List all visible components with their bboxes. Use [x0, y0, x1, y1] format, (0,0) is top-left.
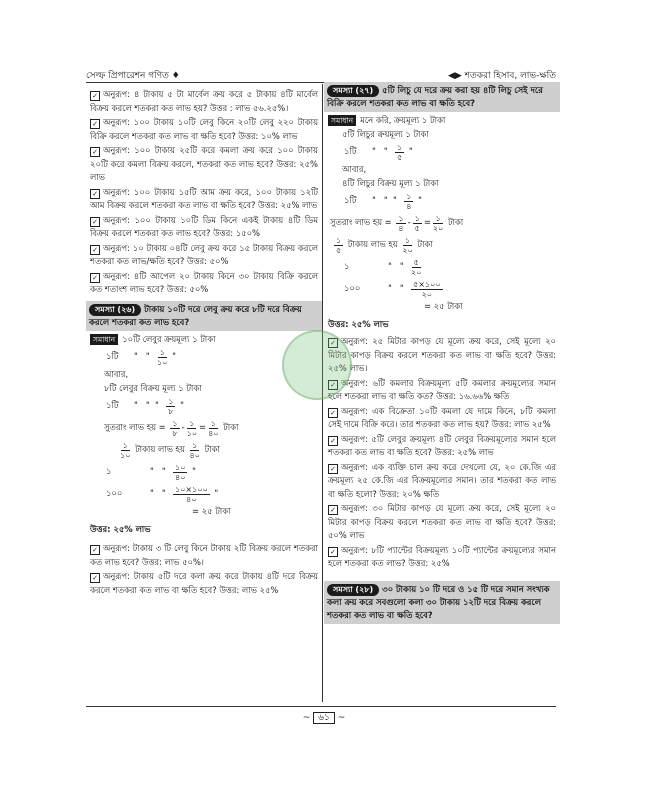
right-column: [328, 78, 556, 626]
exercise-item: ✓ অনুরূপ: টাকায় ৫টি দরে কলা ক্রয় করে টাকায় ৪টি দরে বিক্রয় করলে শতকরা কত লাভ বা ক্ষতি হবে? উত্তর: লাভ ২৫%: [90, 571, 318, 595]
fraction: $\frac{১}{১০}$: [120, 440, 131, 460]
fraction: $\frac{১}{৮}$: [168, 396, 174, 416]
math-text: ৪টি লিচুর বিক্রয় মূল্য ১ টাকা: [342, 177, 439, 188]
page-number: ~ ৬১ ~: [302, 713, 346, 723]
solution-line: সমাধান মনে করি, ক্রয়মূল্য ১ টাকা: [328, 114, 556, 128]
math-text: ৫টি লিচুর ক্রয়মূল্য ১ টাকা: [342, 128, 429, 139]
checkbox-icon: ✓: [90, 147, 100, 157]
fraction: $\frac{৫}{২০}$: [411, 257, 422, 277]
math-text: ৮টি লেবুর বিক্রয় মূল্য ১ টাকা: [104, 382, 202, 393]
exercise-item: ✓ অনুরূপ: ৪টি আপেল ২০ টাকায় কিনে ৩০ টাকায় বিক্রি করলে কত শতাংশ লাভ হবে? উত্তর: ৫০%: [90, 270, 318, 294]
math-text: আবার,: [342, 164, 367, 174]
exercise-item: ✓ অনুরূপ: ১০ টাকায় ০৪টি লেবু ক্রয় করে ১৫ টাকায় বিক্রয় করলে শতকরা কত লাভ/ক্ষতি হবে? উত্তর: ৫০%: [90, 242, 318, 266]
answer: উত্তর: ২৫% লাভ: [328, 318, 389, 329]
exercise-item: ✓ অনুরূপ: ৮টি প্যান্টের বিক্রয়মূল্য ১০টি প্যান্টের ক্রয়মূল্যের সমান হলে শতকরা কত লাভ? উত্তর: ২৫%: [328, 544, 556, 568]
exercise-item: ✓ অনুরূপ: ১০০ টাকায় ১৫টি আম ক্রয় করে, ১০০ টাকায় ১২টি আম বিক্রয় করলে শতকরা কত লাভ বা ক্ষতি হবে? উত্তর: ২৫% লাভ: [90, 186, 318, 210]
math-row: ১ " " $\frac{৫}{২০}$: [344, 257, 422, 277]
exercise-item: ✓ অনুরূপ: ১০০ টাকায় ১০টি ডিম কিনে একই টাকায় ৪টি ডিম বিক্রয় করলে শতকরা কত লাভ হবে? উত্তর: ১৫০%: [90, 214, 318, 238]
solution-badge: সমাধান: [328, 115, 356, 126]
checkbox-icon: ✓: [328, 408, 338, 418]
exercise-item: ✓ অনুরূপ: ৬টি কমলার বিক্রয়মূল্য ৫টি কমলার ক্রয়মূল্যের সমান হলে শতকরা লাভ বা ক্ষতি কত? উত্তর: ১৬.৬৬% ক্ষতি: [328, 377, 556, 401]
checkbox-icon: ✓: [90, 217, 100, 227]
math-row: ১০০ " " $\frac{১০\times ১০০}{৪০}$ ": [106, 484, 219, 504]
checkbox-icon: ✓: [328, 464, 338, 474]
checkbox-icon: ✓: [90, 273, 100, 283]
problem-badge: সমস্যা (২৬): [89, 304, 141, 316]
problem-badge: সমস্যা (২৮): [327, 584, 379, 596]
math-text: আবার,: [104, 369, 129, 379]
checkbox-icon: ✓: [328, 547, 338, 557]
problem-27-heading: সমস্যা (২৭) ৫টি লিচু যে দরে ক্রয় করা হয় ৪টি লিচু সেই দরে বিক্রি করলে শতকরা কত লাভ বা ক্ষতি হবে?: [324, 82, 560, 112]
exercise-item: ✓ অনুরূপ: ৩০ মিটার কাপড় যে মূল্যে ক্রয় করে, সেই মূল্যে ২০ মিটার কাপড় বিক্রয় করলে শতকরা কত লাভ বা ক্ষতি হবে? উত্তর: ৫০% লাভ: [328, 503, 556, 540]
fraction: $\frac{১}{৪}$: [406, 191, 412, 211]
fraction: $\frac{১}{২০}$: [432, 213, 444, 233]
fraction: $\frac{১}{৫}$: [414, 213, 420, 233]
fraction: $\frac{১}{৪}$: [398, 213, 404, 233]
book-title: সেল্ফ প্রিপারেশন গণিত ♦: [86, 71, 180, 81]
fraction: $\frac{১০}{৪০}$: [175, 462, 186, 482]
exercise-item: ✓ অনুরূপ: ১০০ টাকায় ১০টি লেবু কিনে ২০টি লেবু ২২০ টাকায় বিক্রি করলে শতকরা কত লাভ বা ক্ষতি হবে? উত্তর: ১০% লাভ: [90, 117, 318, 141]
math-row: সুতরাং লাভ হয় = $\frac{১}{৮}$ - $\frac{১}{১০}$ = $\frac{১}{৪০}$ টাকা: [104, 418, 239, 438]
problem-badge: সমস্যা (২৭): [327, 85, 379, 97]
checkbox-icon: ✓: [90, 189, 100, 199]
math-result: = ২৫ টাকা: [192, 506, 231, 516]
checkbox-icon: ✓: [328, 380, 338, 390]
checkbox-icon: ✓: [328, 338, 338, 348]
fraction: $\frac{১}{৪০}$: [189, 440, 200, 460]
math-row: $\frac{১}{১০}$ টাকায় লাভ হয় $\frac{১}{৪০}$ টাকা: [120, 440, 220, 460]
math-row: $\frac{১}{৫}$ টাকায় লাভ হয় $\frac{১}{২০}$ টাকা: [336, 235, 433, 255]
fraction: $\frac{১}{৫}$: [397, 142, 403, 162]
exercise-item: ✓ অনুরূপ: ৪ টাকায় ৫ টা মার্বেল ক্রয় করে ৫ টাকায় ৪টি মার্বেল বিক্রয় করলে শতকরা কত লাভ হয়? উত্তর : লাভ ৫৬.২৫%।: [90, 89, 318, 113]
fraction: $\frac{১}{২০}$: [402, 235, 413, 255]
problem-28-heading: সমস্যা (২৮) ৩০ টাকায় ১০ টি দরে ও ১৫ টি দরে সমান সংখ্যক কলা ক্রয় করে সবগুলো কলা ৩০ টাকায় ১২টি দরে বিক্রয় করলে শতকরা কত লাভ বা ক্ষতি হবে?: [324, 581, 560, 624]
math-row: ১টি " " " $\frac{১}{৪}$ ": [344, 191, 422, 211]
fraction: $\frac{১}{১০}$: [186, 418, 198, 438]
fraction: $\frac{১}{১০}$: [157, 347, 168, 367]
checkbox-icon: ✓: [90, 119, 100, 129]
checkbox-icon: ✓: [90, 545, 100, 555]
fraction: $\frac{১০\times ১০০}{৪০}$: [175, 484, 208, 504]
fraction: $\frac{১}{৫}$: [336, 235, 342, 255]
problem-26-heading: সমস্যা (২৬) টাকায় ১০টি দরে লেবু ক্রয় করে ৮টি দরে বিক্রয় করলে শতকরা কত লাভ হবে?: [86, 301, 322, 331]
solution-badge: সমাধান: [90, 334, 118, 345]
answer: উত্তর: ২৫% লাভ: [90, 523, 151, 534]
solution-line: সমাধান ১০টি লেবুর ক্রয়মূল্য ১ টাকা: [90, 333, 318, 347]
chapter-title: ◀▶ শতকরা হিসাব, লাভ-ক্ষতি: [448, 71, 556, 81]
checkbox-icon: ✓: [90, 91, 100, 101]
fraction: $\frac{৫\times ১০০}{২০}$: [413, 279, 441, 299]
left-column: [90, 88, 318, 598]
checkbox-icon: ✓: [328, 505, 338, 515]
math-row: সুতরাং লাভ হয় = $\frac{১}{৪}$ - $\frac{১}{৫}$ = $\frac{১}{২০}$ টাকা: [330, 213, 464, 233]
fraction: $\frac{১}{৪০}$: [208, 418, 219, 438]
checkbox-icon: ✓: [328, 436, 338, 446]
math-row: ১টি " " $\frac{১}{৫}$ ": [344, 142, 413, 162]
exercise-item: ✓ অনুরূপ: এক বিক্রেতা ১০টি কমলা যে দামে কিনে, ৮টি কমলা সেই দামে বিক্রি করে। তার শতকরা কত লাভ হয়? উত্তর: লাভ ২৫%: [328, 405, 556, 429]
footer-rule: [86, 706, 556, 707]
checkbox-icon: ✓: [90, 245, 100, 255]
exercise-item: ✓ অনুরূপ: ৫টি লেবুর ক্রয়মূল্য ৪টি লেবুর বিক্রয়মূল্যের সমান হলে শতকরা কত লাভ বা ক্ষতি হবে? উত্তর: ২৫% লাভ: [328, 433, 556, 457]
math-row: ১ " " $\frac{১০}{৪০}$ ": [106, 462, 196, 482]
math-row: ১টি " " " $\frac{১}{৮}$ ": [106, 396, 184, 416]
fraction: $\frac{১}{৮}$: [172, 418, 178, 438]
math-result: = ২৫ টাকা: [424, 301, 463, 311]
checkbox-icon: ✓: [90, 573, 100, 583]
math-row: ১টি " " $\frac{১}{১০}$ ": [106, 347, 176, 367]
watermark-seal: [282, 330, 352, 400]
exercise-item: ✓ অনুরূপ: ১০০ টাকায় ২৫টি করে কমলা ক্রয় করে ১০০ টাকায় ২০টি করে কমলা বিক্রয় করলে, শতকরা কত লাভ হবে? উত্তর: ২৫% লাভ: [90, 145, 318, 182]
math-row: ১০০ " " $\frac{৫\times ১০০}{২০}$: [344, 279, 441, 299]
exercise-item: ✓ অনুরূপ: ২৫ মিটার কাপড় যে মূল্যে ক্রয় করে, সেই মূল্যে ২০ মিটার কাপড় বিক্রয় করলে শতকরা কত লাভ বা ক্ষতি হবে? উত্তর: ২৫% লাভ।: [328, 336, 556, 373]
exercise-item: ✓ অনুরূপ: টাকায় ৩ টি লেবু কিনে টাকায় ২টি বিক্রয় করলে শতকরা কত লাভ হবে? উত্তর: লাভ ৫০%।: [90, 543, 318, 567]
exercise-item: ✓ অনুরূপ: এক ব্যক্তি চাল ক্রয় করে দেখলো যে, ২০ কে.জি এর ক্রয়মূল্য ২৫ কে.জি এর বিক্রয়মূল্যের সমান। তার শতকরা কত লাভ বা ক্ষতি হলো? উত্তর: ২০% ক্ষতি: [328, 461, 556, 499]
